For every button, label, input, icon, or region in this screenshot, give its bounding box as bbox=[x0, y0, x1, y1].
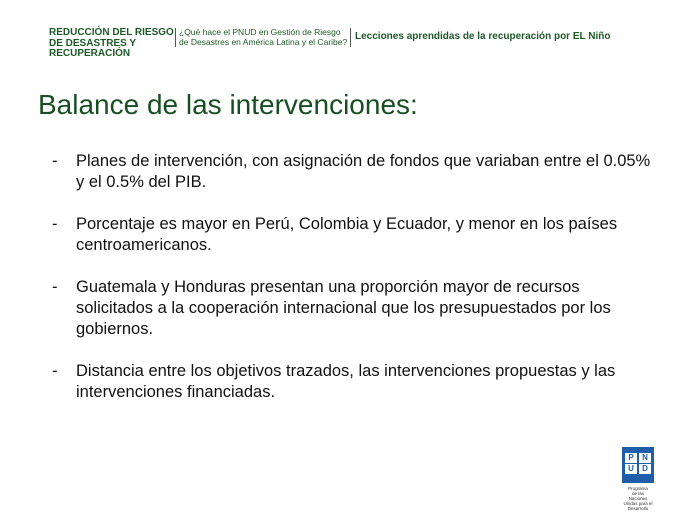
logo-letter: N bbox=[639, 453, 651, 463]
logo-caption-line: Unidas para el Desarrollo bbox=[623, 501, 653, 511]
logo-letter: D bbox=[639, 464, 651, 474]
logo-letter: U bbox=[625, 464, 637, 474]
header-divider bbox=[350, 28, 351, 47]
header-subtitle-line: de Desastres en América Latina y el Caribe? bbox=[179, 36, 348, 47]
logo-caption-line: Programa bbox=[628, 486, 648, 491]
slide-title: Balance de las intervenciones: bbox=[38, 89, 418, 120]
bullet-text: Porcentaje es mayor en Perú, Colombia y Ecuador, y menor en los países centroamericanos. bbox=[76, 215, 618, 254]
header-divider bbox=[175, 28, 176, 47]
bullet-marker: - bbox=[52, 362, 58, 380]
bullet-marker: - bbox=[52, 152, 58, 170]
bullet-item bbox=[52, 361, 652, 403]
bullet-marker: - bbox=[52, 215, 58, 233]
bullet-text: Guatemala y Honduras presentan una proporción mayor de recursos solicitados a la cooperación internacional que los presupuestados por los gobiernos. bbox=[76, 278, 611, 338]
bullet-text: Planes de intervención, con asignación de fondos que variaban entre el 0.05% y el 0.5% del PIB. bbox=[76, 152, 651, 191]
program-title bbox=[49, 28, 174, 60]
lessons-title: Lecciones aprendidas de la recuperación por EL Niño bbox=[355, 31, 611, 42]
logo-caption-line: de las Naciones bbox=[628, 491, 648, 501]
program-title-line: DE DESASTRES Y bbox=[49, 37, 137, 49]
logo-letter: P bbox=[625, 453, 637, 463]
bullet-item bbox=[52, 151, 652, 193]
program-title-line: REDUCCIÓN DEL RIESGO bbox=[49, 27, 174, 38]
undp-logo-letters bbox=[625, 453, 651, 474]
undp-logo-caption bbox=[622, 486, 654, 511]
header-subtitle-line: ¿Qué hace el PNUD en Gestión de Riesgo bbox=[179, 27, 341, 37]
bullet-item bbox=[52, 214, 652, 256]
bullet-list bbox=[52, 151, 652, 424]
header bbox=[0, 0, 688, 62]
undp-logo bbox=[622, 447, 654, 511]
bullet-marker: - bbox=[52, 278, 58, 296]
program-title-line: RECUPERACIÓN bbox=[49, 48, 131, 59]
header-subtitle bbox=[179, 28, 354, 47]
bullet-text: Distancia entre los objetivos trazados, las intervenciones propuestas y las intervenciones financiadas. bbox=[76, 362, 616, 401]
undp-logo-box bbox=[622, 447, 654, 483]
bullet-item bbox=[52, 277, 652, 340]
